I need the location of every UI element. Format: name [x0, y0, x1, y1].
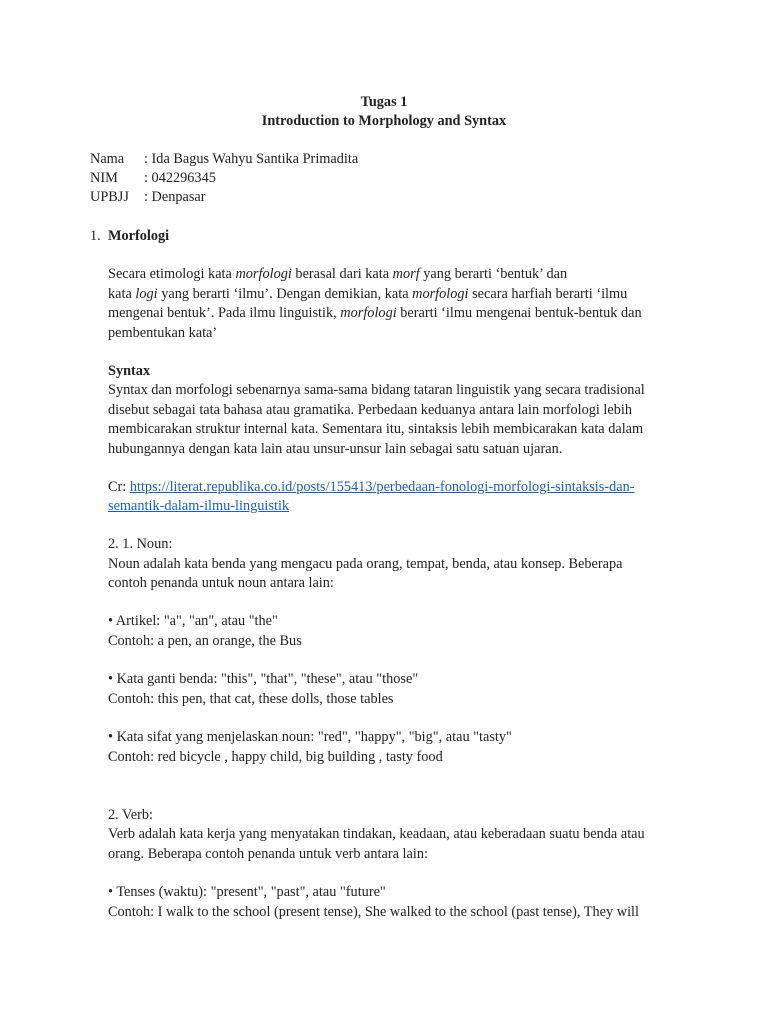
source-link[interactable]: https://literat.republika.co.id/posts/155413/perbedaan-fonologi-morfologi-sintaksis-dan- [129, 479, 635, 495]
verb-desc: orang. Beberapa contoh penanda untuk verb antara lain: [108, 846, 428, 862]
morfologi-line [108, 304, 642, 323]
morfologi-line [108, 285, 627, 304]
text-run: yang berarti ‘ilmu’. Dengan demikian, kata [157, 286, 413, 302]
identity-label: UPBJJ [90, 189, 129, 205]
noun-bullet: • Kata sifat yang menjelaskan noun: "red", "happy", "big", atau "tasty" [108, 729, 512, 745]
italic-term: morfologi [235, 266, 292, 282]
identity-upbjj [90, 188, 206, 207]
identity-nim [90, 169, 216, 188]
noun-bullet: • Artikel: "a", "an", atau "the" [108, 613, 278, 629]
noun-bullet: • Kata ganti benda: "this", "that", "these", atau "those" [108, 671, 419, 687]
verb-bullet: • Tenses (waktu): "present", "past", atau "future" [108, 884, 386, 900]
text-run: berarti ‘ilmu mengenai bentuk-bentuk dan [396, 305, 642, 321]
source-link[interactable]: semantik-dalam-ilmu-linguistik [108, 498, 290, 514]
text-run: secara harfiah berarti ‘ilmu [468, 286, 628, 302]
doc-subtitle: Introduction to Morphology and Syntax [261, 113, 507, 129]
italic-term: logi [135, 286, 158, 302]
noun-example: Contoh: this pen, that cat, these dolls, those tables [108, 691, 394, 707]
italic-term: morfologi [340, 305, 397, 321]
identity-label: NIM [90, 170, 118, 186]
verb-example: Contoh: I walk to the school (present tense), She walked to the school (past tense), They will [108, 904, 639, 920]
text-run: berasal dari kata [291, 266, 393, 282]
credit-line [108, 478, 635, 497]
noun-example: Contoh: red bicycle , happy child, big building , tasty food [108, 749, 443, 765]
syntax-line: Syntax dan morfologi sebenarnya sama-sama bidang tataran linguistik yang secara tradisional [108, 382, 645, 398]
section-heading-syntax: Syntax [108, 363, 151, 379]
syntax-line: membicarakan struktur internal kata. Sementara itu, sintaksis lebih membicarakan kata dalam [108, 421, 644, 437]
syntax-line: hubungannya dengan kata lain atau unsur-unsur lain sebagai satu satuan ujaran. [108, 441, 563, 457]
identity-value: : 042296345 [144, 170, 216, 186]
section-number: 1. [90, 228, 101, 244]
noun-desc: Noun adalah kata benda yang mengacu pada orang, tempat, benda, atau konsep. Beberapa [108, 556, 623, 572]
credit-line [108, 497, 289, 516]
text-run: kata [108, 286, 136, 302]
identity-label: Nama [90, 151, 125, 167]
section-heading-morfologi: Morfologi [108, 228, 170, 244]
identity-nama [90, 150, 358, 169]
noun-example: Contoh: a pen, an orange, the Bus [108, 633, 302, 649]
italic-term: morf [392, 266, 420, 282]
doc-title: Tugas 1 [360, 94, 408, 110]
syntax-line: disebut sebagai tata bahasa atau gramatika. Perbedaan keduanya antara lain morfologi lebih [108, 402, 633, 418]
text-run: yang berarti ‘bentuk’ dan [419, 266, 568, 282]
identity-value: : Denpasar [144, 189, 206, 205]
morfologi-line: pembentukan kata’ [108, 325, 218, 341]
italic-term: morfologi [412, 286, 469, 302]
morfologi-line [108, 265, 567, 284]
verb-heading: 2. Verb: [108, 807, 154, 823]
text-run: Secara etimologi kata [108, 266, 236, 282]
noun-desc: contoh penanda untuk noun antara lain: [108, 575, 334, 591]
identity-value: : Ida Bagus Wahyu Santika Primadita [144, 151, 359, 167]
text-run: mengenai bentuk’. Pada ilmu linguistik, [108, 305, 341, 321]
noun-heading: 2. 1. Noun: [108, 536, 173, 552]
credit-label: Cr: [108, 479, 130, 495]
verb-desc: Verb adalah kata kerja yang menyatakan tindakan, keadaan, atau keberadaan suatu benda atau [108, 826, 645, 842]
